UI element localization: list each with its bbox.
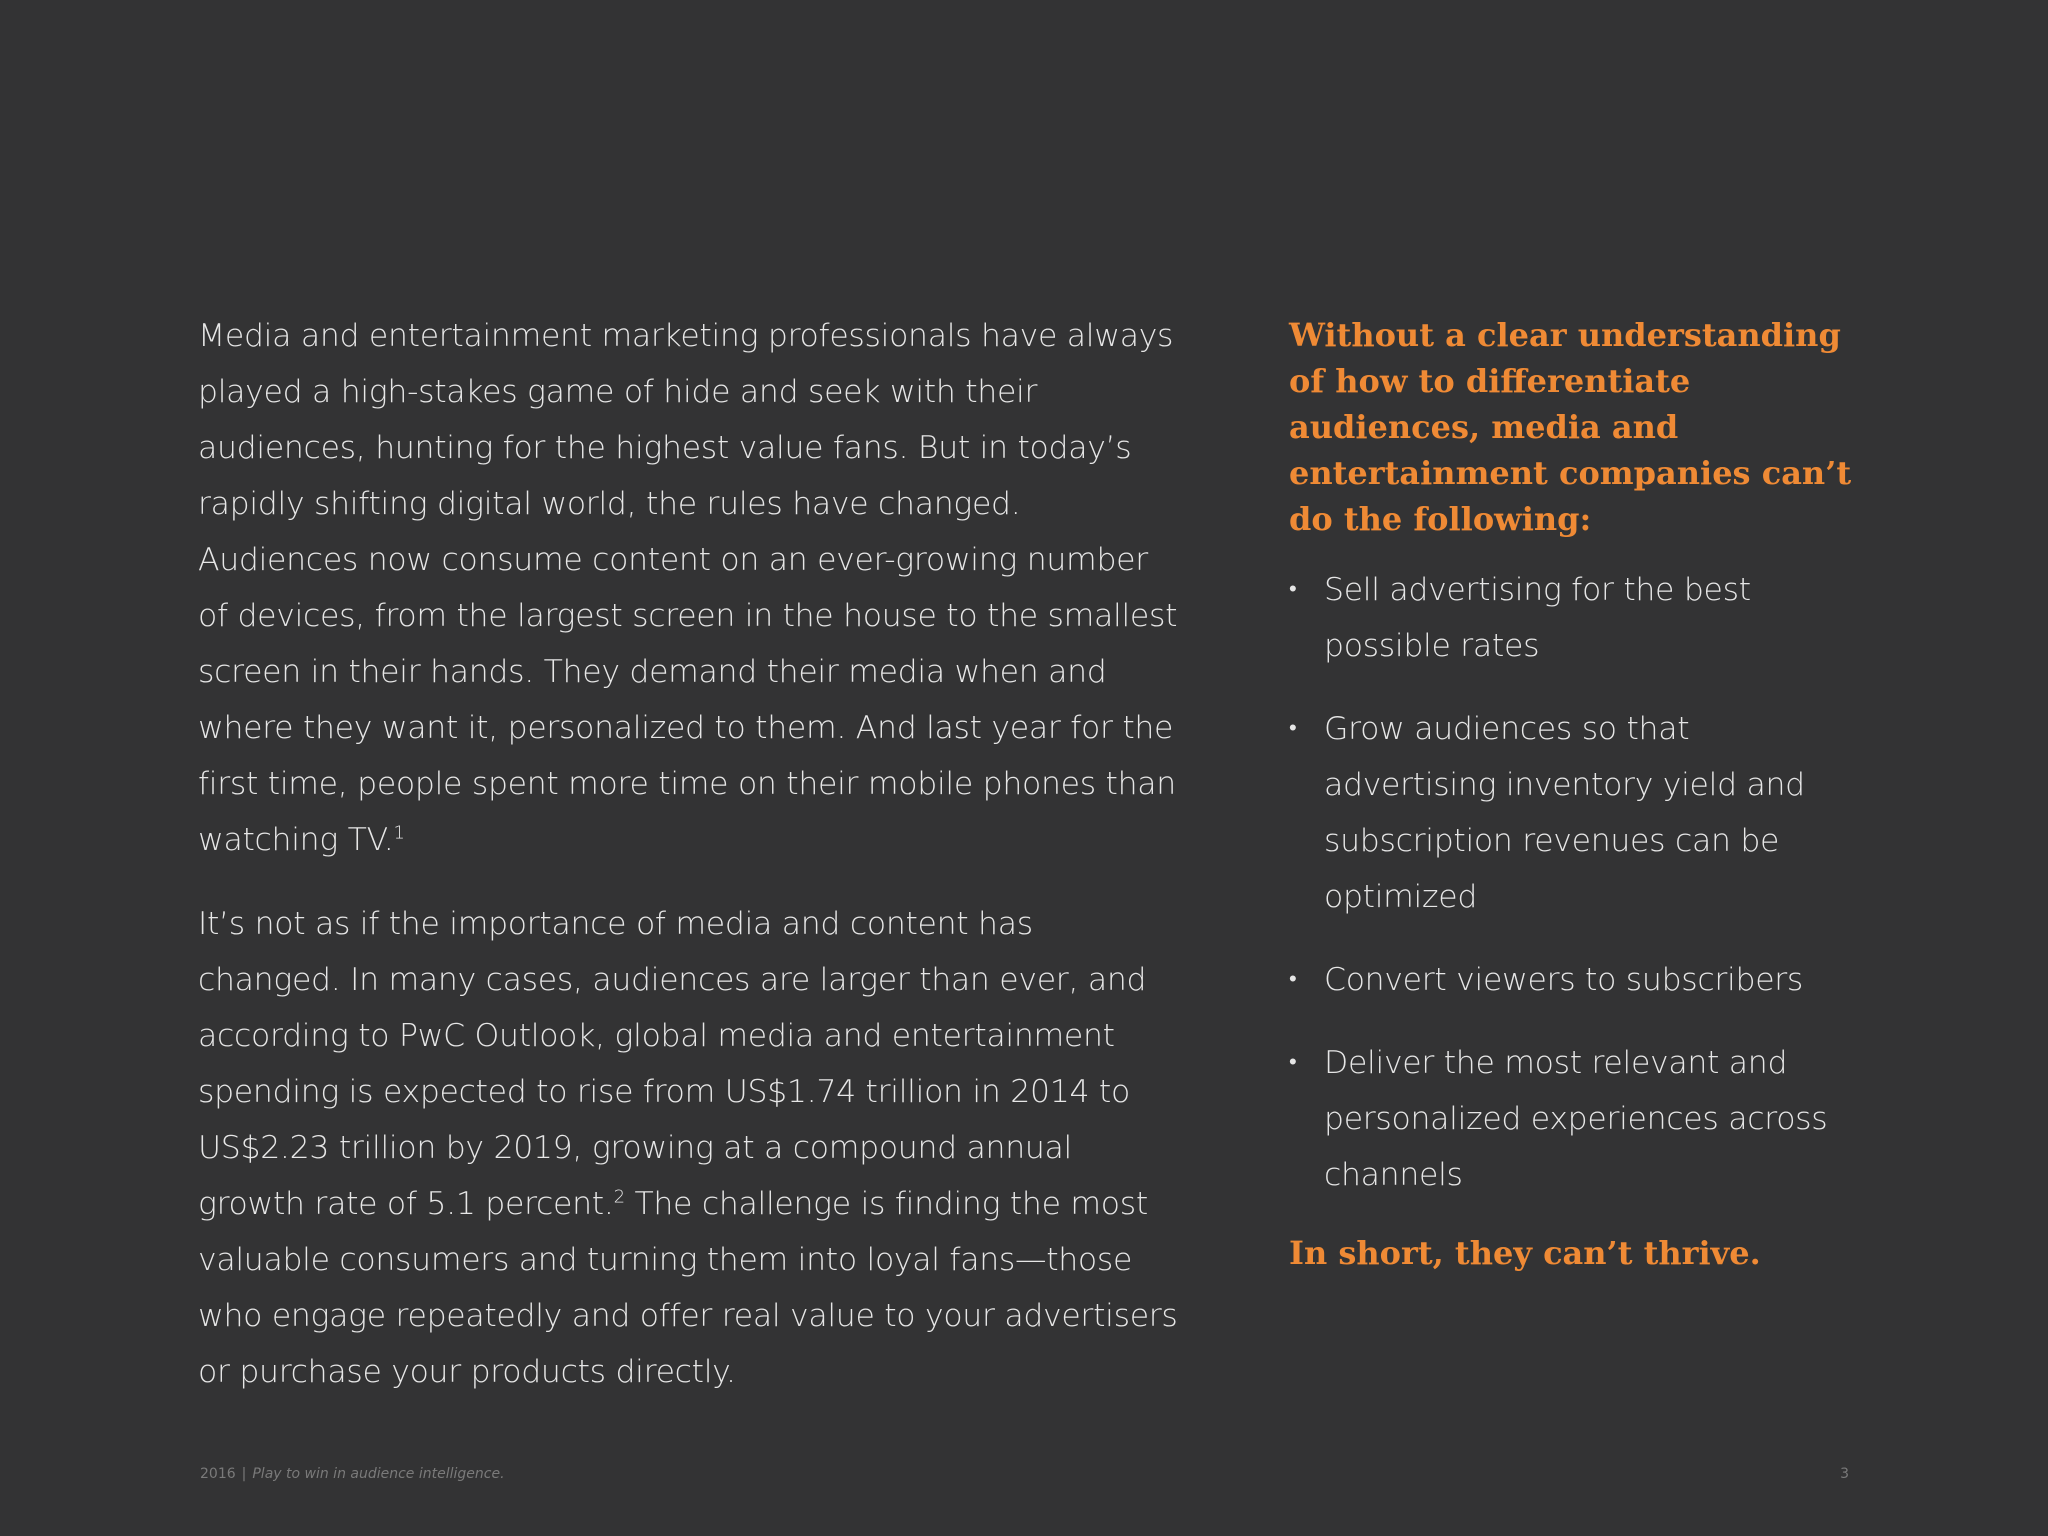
bullet-icon: • — [1289, 577, 1297, 602]
bullet-list — [1289, 562, 1869, 1203]
page-number: 3 — [1840, 1466, 1849, 1482]
footnote-marker: 1 — [393, 822, 405, 844]
bullet-icon: • — [1289, 716, 1297, 741]
list-item-text: Convert viewers to subscribers — [1324, 962, 1804, 998]
page-footer — [200, 1466, 505, 1482]
list-item — [1289, 701, 1869, 925]
bullet-icon: • — [1289, 1050, 1297, 1075]
list-item-text: Grow audiences so that advertising inventory yield and subscription revenues can be optimized — [1324, 711, 1805, 915]
footnote-marker: 2 — [613, 1186, 625, 1208]
list-item-text: Deliver the most relevant and personalized experiences across channels — [1324, 1045, 1828, 1193]
body-paragraph-2 — [198, 896, 1183, 1400]
footer-tagline: Play to win in audience intelligence. — [252, 1466, 505, 1482]
footer-year: 2016 — [200, 1466, 236, 1482]
paragraph-text: It’s not as if the importance of media and content has changed. In many cases, audiences are larger than ever, and according to PwC Outlook, global media and entertainment spending is expected to rise from US$1.74 trillion in 2014 to US$2.23 trillion by 2019, growing at a compound annual growth rate of 5.1 percent. — [198, 906, 1147, 1222]
list-item — [1289, 1035, 1869, 1203]
footer-separator: | — [241, 1466, 247, 1482]
bullet-icon: • — [1289, 967, 1297, 992]
main-body — [198, 308, 1183, 1428]
body-paragraph-1 — [198, 308, 1183, 868]
list-item — [1289, 562, 1869, 674]
callout-heading: Without a clear understanding of how to differentiate audiences, media and entertainment companies can’t do the following: — [1289, 316, 1852, 538]
list-item-text: Sell advertising for the best possible rates — [1324, 572, 1751, 664]
list-item — [1289, 952, 1869, 1008]
paragraph-text-after: The challenge is finding the most valuable consumers and turning them into loyal fans—those who engage repeatedly and offer real value to your advertisers or purchase your products directly. — [198, 1186, 1178, 1390]
paragraph-text: Media and entertainment marketing professionals have always played a high-stakes game of hide and seek with their audiences, hunting for the highest value fans. But in today’s rapidly shifting digital world, the rules have changed. Audiences now consume content on an ever-growing number of devices, from the largest screen in the house to the smallest screen in their hands. They demand their media when and where they want it, personalized to them. And last year for the first time, people spent more time on their mobile phones than watching TV. — [198, 318, 1178, 858]
sidebar-callout — [1289, 312, 1869, 1276]
callout-closing: In short, they can’t thrive. — [1289, 1234, 1761, 1272]
